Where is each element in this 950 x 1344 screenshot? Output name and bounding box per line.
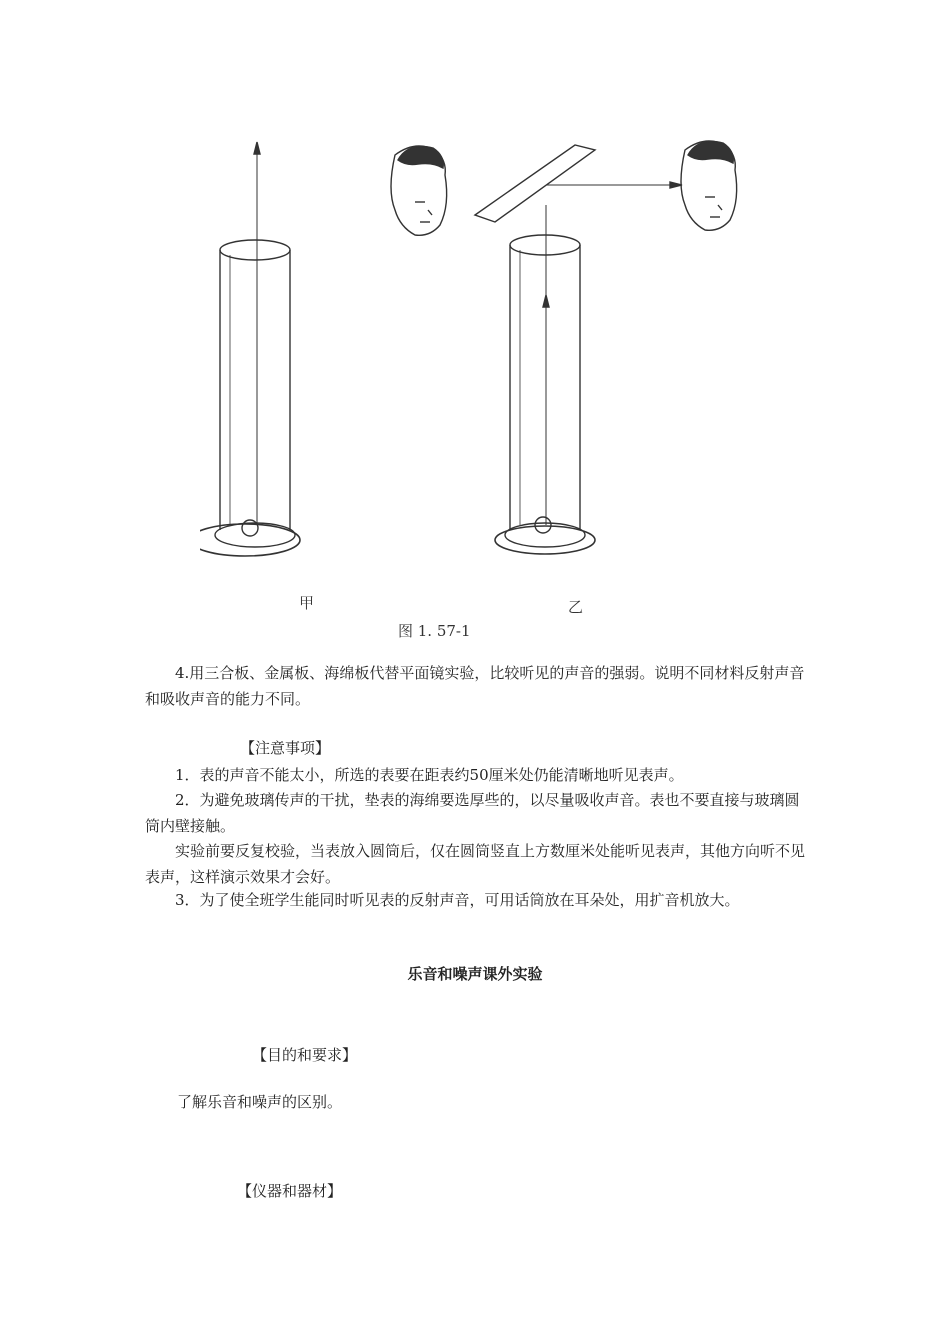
equipment-heading: 【仪器和器材】 — [237, 1182, 343, 1200]
mirror-plate — [475, 145, 595, 222]
figure-label-right: 乙 — [568, 598, 584, 616]
notice-item-3: 3．为了使全班学生能同时听见表的反射声音，可用话筒放在耳朵处，用扩音机放大。 — [175, 891, 740, 909]
experiment-figure — [200, 130, 820, 650]
figure-label-left: 甲 — [299, 594, 315, 612]
notice-item-2: 2．为避免玻璃传声的干扰，垫表的海绵要选厚些的，以尽量吸收声音。表也不要直接与玻璃圆筒内壁接触。 — [145, 791, 800, 835]
purpose-heading: 【目的和要求】 — [252, 1046, 358, 1064]
purpose-text: 了解乐音和噪声的区别。 — [177, 1093, 343, 1111]
figure-caption: 图 1. 57-1 — [398, 622, 471, 640]
section-title: 乐音和噪声课外实验 — [407, 965, 543, 983]
notice-heading: 【注意事项】 — [240, 739, 331, 757]
notice-item-2-continued: 实验前要反复校验，当表放入圆筒后，仅在圆筒竖直上方数厘米处能听见表声，其他方向听不见表声，这样演示效果才会好。 — [145, 842, 806, 886]
left-cylinder-top — [220, 240, 290, 260]
left-head-icon — [391, 146, 447, 235]
notice-item-1: 1．表的声音不能太小，所选的表要在距表约50厘米处仍能清晰地听见表声。 — [175, 766, 684, 784]
right-head-icon — [681, 141, 737, 230]
cylinder-illustration — [200, 130, 820, 650]
paragraph-4: 4.用三合板、金属板、海绵板代替平面镜实验，比较听见的声音的强弱。说明不同材料反射声音和吸收声音的能力不同。 — [145, 664, 805, 708]
